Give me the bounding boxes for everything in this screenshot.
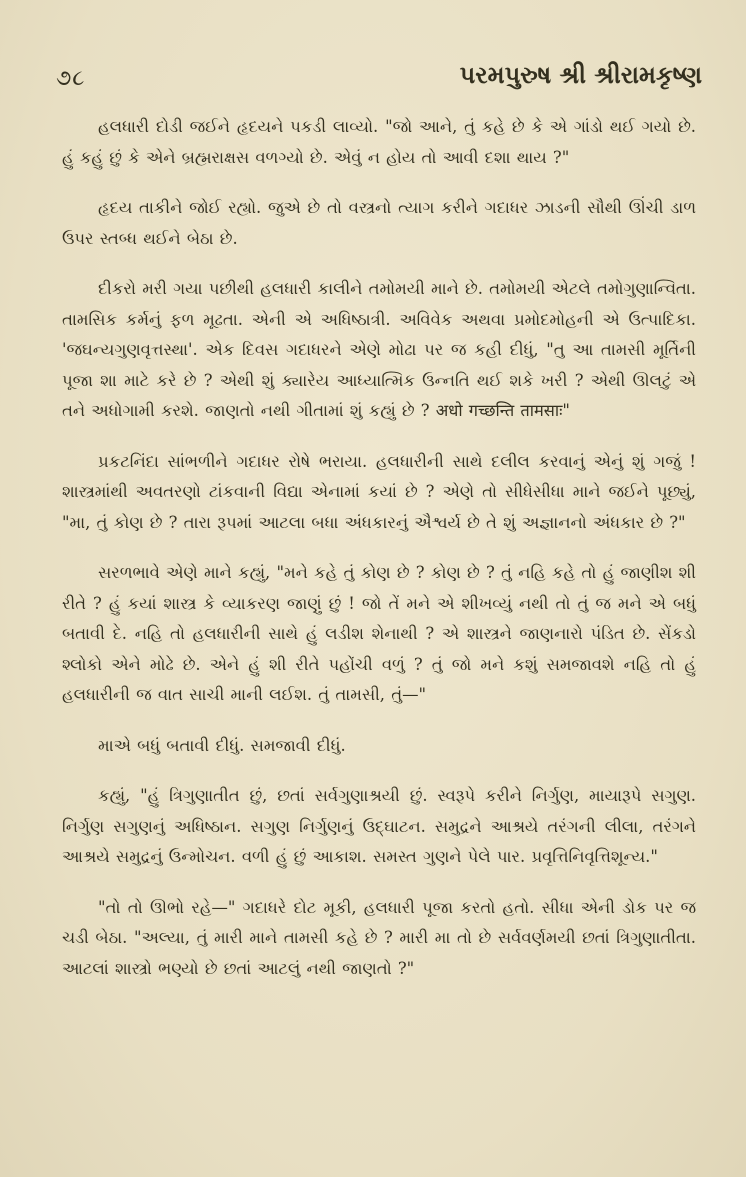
paragraph-6: માએ બધું બતાવી દીધું. સમજાવી દીધું.: [98, 735, 346, 755]
paragraph-4: પ્રકટનિંદા સાંભળીને ગદાધર રોષે ભરાયા. હલધારીની સાથે દલીલ કરવાનું એનું શું ગજું ! શાસ્ત્રમાંથી અવતરણો ટાંકવાની વિદ્યા એનામાં કયાં છે ? એણે તો સીધેસીધા માને જઈને પૂછ્યું, "મા, તું કોણ છે ? તારા રૂપમાં આટલા બધા અંધકારનું ઐશ્વર્ય છે તે શું અજ્ઞાનનો અંધકાર છે ?": [62, 451, 696, 532]
paragraph-7: કહ્યું, "હું ત્રિગુણાતીત છું, છતાં સર્વગુણાશ્રયી છું. સ્વરૂપે કરીને નિર્ગુણ, માયારૂપે સગુણ. નિર્ગુણ સગુણનું અધિષ્ઠાન. સગુણ નિર્ગુણનું ઉદ્ઘાટન. સમુદ્રને આશ્રયે તરંગની લીલા, તરંગને આશ્રયે સમુદ્રનું ઉન્મોચન. વળી હું છું આકાશ. સમસ્ત ગુણને પેલે પાર. પ્રવૃત્તિનિવૃત્તિશૂન્ય.": [62, 786, 696, 866]
body-text: [62, 112, 696, 1004]
page-header: [56, 58, 702, 98]
paragraph-1: હલધારી દોડી જઈને હૃદયને પકડી લાવ્યો. "જો આને, તું કહે છે કે એ ગાંડો થઈ ગયો છે. હું કહું છું કે એને બ્રહ્મરાક્ષસ વળગ્યો છે. એવું ન હોય તો આવી દશા થાય ?": [62, 117, 696, 167]
page-number: ૭૮: [56, 66, 86, 91]
paragraph-5: સરળભાવે એણે માને કહ્યું, "મને કહે તું કોણ છે ? કોણ છે ? તું નહિ કહે તો હું જાણીશ શી રીતે ? હું કયાં શાસ્ત્ર કે વ્યાકરણ જાણું છું ! જો તેં મને એ શીખવ્યું નથી તો તું જ મને એ બધું બતાવી દે. નહિ તો હલધારીની સાથે હું લડીશ શેનાથી ? એ શાસ્ત્રને જાણનારો પંડિત છે. સેંકડો શ્લોકો એને મોઢે છે. એને હું શી રીતે પહોંચી વળું ? તું જો મને કશું સમજાવશે નહિ તો હું હલધારીની જ વાત સાચી માની લઈશ. તું તામસી, તું—": [62, 563, 696, 704]
running-title: પરમપુરુષ શ્રી શ્રીરામકૃષ્ણ: [459, 60, 702, 89]
paragraph-8: "તો તો ઊભો રહે—" ગદાધરે દોટ મૂકી, હલધારી પૂજા કરતો હતો. સીધા એની ડોક પર જ ચડી બેઠા. "અલ્યા, તું મારી માને તામસી કહે છે ? મારી મા તો છે સર્વવર્ણમયી છતાં ત્રિગુણાતીતા. આટલાં શાસ્ત્રો ભણ્યો છે છતાં આટલું નથી જાણતો ?": [62, 897, 696, 978]
paragraph-3: દીકરો મરી ગયા પછીથી હલધારી કાલીને તમોમયી માને છે. તમોમયી એટલે તમોગુણાન્વિતા. તામસિક કર્મનું ફળ મૂઢતા. એની એ અધિષ્ઠાત્રી. અવિવેક અથવા પ્રમોદમોહની એ ઉત્પાદિકા. 'જઘન્યગુણવૃત્તસ્થા'. એક દિવસ ગદાધરને એણે મોઢા પર જ કહી દીધું, "તુ આ તામસી મૂર્તિની પૂજા શા માટે કરે છે ? એથી શું ક્યારેય આધ્યાત્મિક ઉન્નતિ થઈ શકે ખરી ? એથી ઊલટું એ તને અધોગામી કરશે. જાણતો નથી ગીતામાં શું કહ્યું છે ? अधो गच्छन्ति तामसाः": [62, 279, 697, 420]
paragraph-2: હૃદય તાકીને જોઈ રહ્યો. જુએ છે તો વસ્ત્રનો ત્યાગ કરીને ગદાધર ઝાડની સૌથી ઊંચી ડાળ ઉપર સ્તબ્ધ થઈને બેઠા છે.: [62, 198, 696, 248]
